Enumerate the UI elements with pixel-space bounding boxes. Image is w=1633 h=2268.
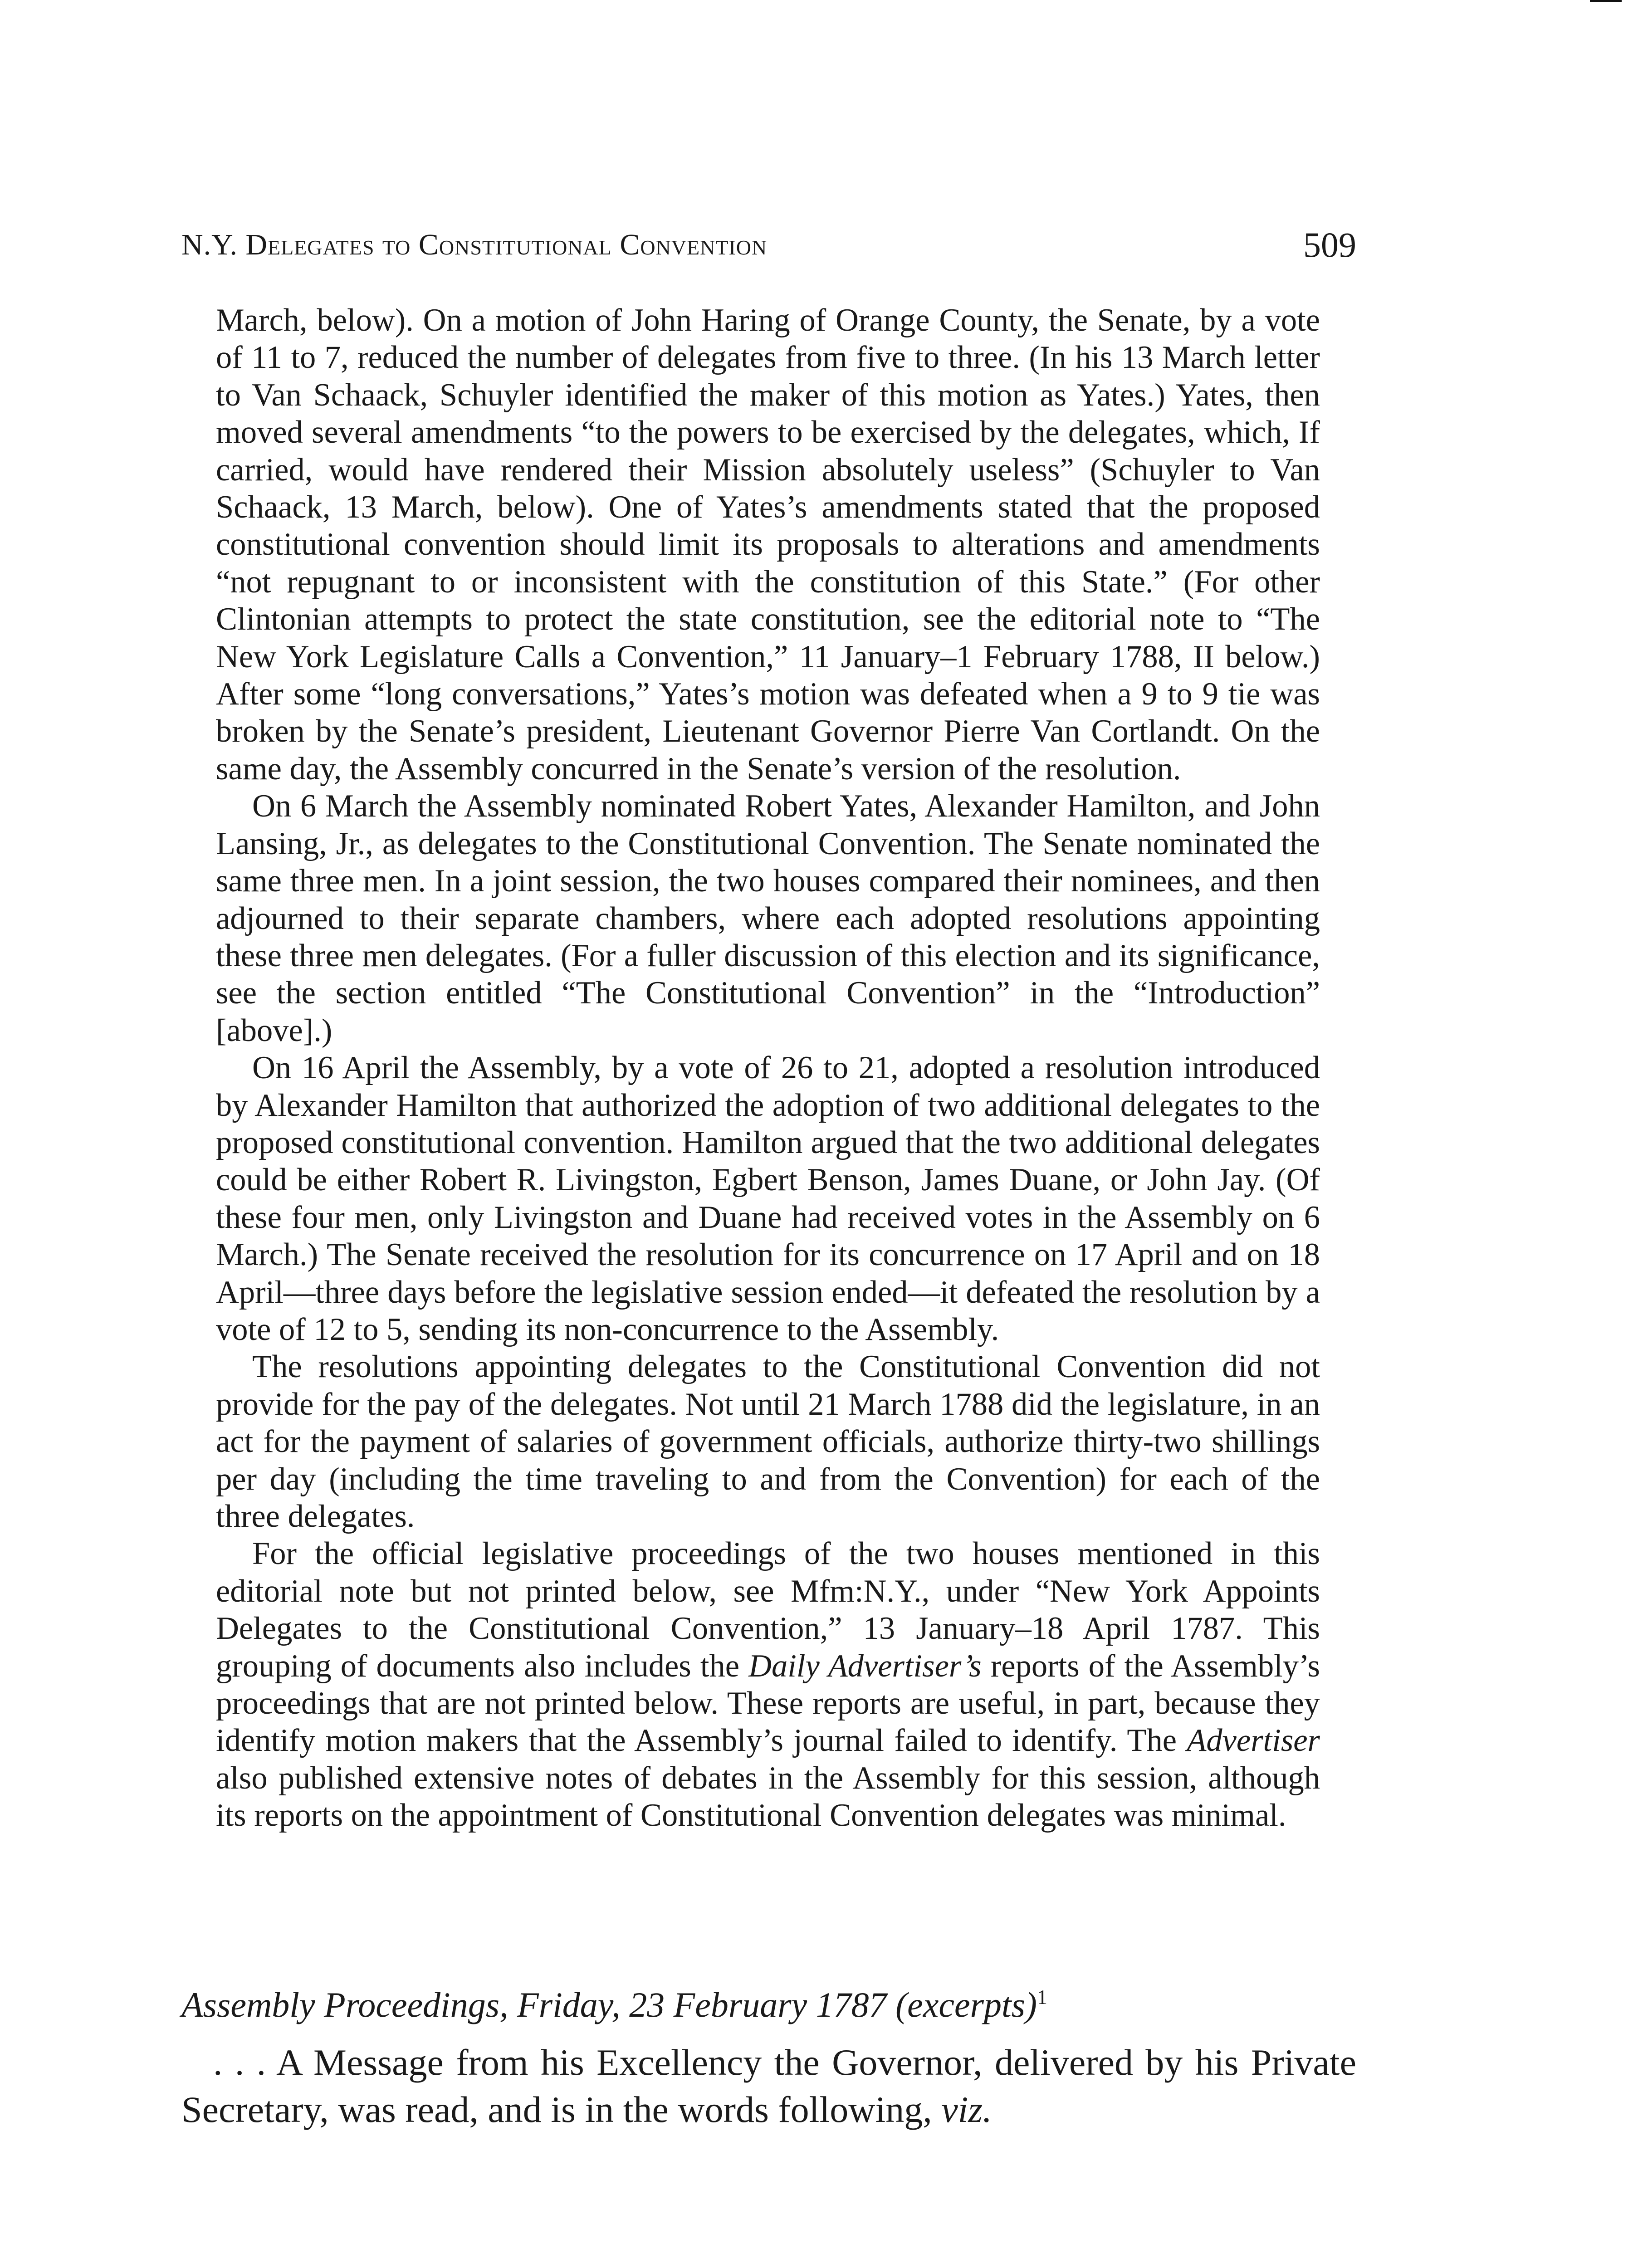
editorial-note — [216, 302, 1320, 1834]
footnote-reference[interactable]: 1 — [1037, 1985, 1047, 2009]
proceedings-italic: viz. — [941, 2089, 992, 2130]
running-head — [181, 222, 1356, 272]
paragraph — [216, 1535, 1320, 1834]
page-edge-mark — [1590, 0, 1622, 2]
paragraph-text: On 6 March the Assembly nominated Robert Yates, Alexander Hamilton, and John Lansing, Jr., as delegates to the Constitutional Convention. The Senate nominated the same three men. In a joint session, the two houses compared their nominees, and then adjourned to their separate chambers, where each adopted resolutions appointing these three men delegates. (For a fuller discussion of this election and its significance, see the section entitled “The Constitutional Convention” in the “Introduction” [above].) — [216, 788, 1320, 1048]
paragraph-text: reports of the Assembly’s proceedings that are not printed below. These reports are useful, in part, because they identify motion makers that the Assembly’s journal failed to identify. The — [216, 1648, 1320, 1759]
proceedings-text — [181, 2039, 1356, 2133]
paragraph — [216, 787, 1320, 1049]
paragraph — [216, 1348, 1320, 1535]
paragraph-text: March, below). On a motion of John Haring of Orange County, the Senate, by a vote of 11 to 7, reduced the number of delegates from five to three. (In his 13 March letter to Van Schaack, Schuyler identified the maker of this motion as Yates.) Yates, then moved several amendments “to the powers to be exercised by the delegates, which, If carried, would have rendered their Mission absolutely useless” (Schuyler to Van Schaack, 13 March, below). One of Yates’s amendments stated that the proposed constitutional convention should limit its proposals to alterations and amendments “not repugnant to or inconsistent with the constitution of this State.” (For other Clintonian attempts to protect the state constitution, see the editorial note to “The New York Legislature Calls a Convention,” 11 January–1 February 1788, II below.) After some “long conversations,” Yates’s motion was defeated when a 9 to 9 tie was broken by the Senate’s president, Lieutenant Governor Pierre Van Cortlandt. On the same day, the Assembly concurred in the Senate’s version of the resolution. — [216, 303, 1320, 787]
section-heading-text: Assembly Proceedings, Friday, 23 February 1787 (excerpts) — [181, 1985, 1037, 2024]
newspaper-title: Daily Advertiser’s — [748, 1648, 982, 1684]
paragraph — [216, 1049, 1320, 1348]
paragraph-text: The resolutions appointing delegates to the Constitutional Convention did not provide for the pay of the delegates. Not until 21 March 1788 did the legislature, in an act for the payment of salaries of government officials, authorize thirty-two shillings per day (including the time traveling to and from the Convention) for each of the three delegates. — [216, 1349, 1320, 1534]
section-heading — [181, 1982, 1361, 2028]
running-title: N.Y. Delegates to Constitutional Convention — [181, 228, 768, 261]
paragraph-text: also published extensive notes of debates in the Assembly for this session, although its reports on the appointment of Constitutional Convention delegates was minimal. — [216, 1760, 1320, 1833]
newspaper-title: Advertiser — [1187, 1723, 1320, 1759]
proceedings-body: . . . A Message from his Excellency the Governor, delivered by his Private Secretary, was read, and is in the words following, — [181, 2042, 1356, 2130]
paragraph-text: For the official legislative proceedings of the two houses mentioned in this editorial note but not printed below, see Mfm:N.Y., under “New York Appoints Delegates to the Constitutional Convention,” 13 January–18 April 1787. This grouping of documents also includes the — [216, 1536, 1320, 1684]
paragraph-text: On 16 April the Assembly, by a vote of 26 to 21, adopted a resolution introduced by Alexander Hamilton that authorized the adoption of two additional delegates to the proposed constitutional convention. Hamilton argued that the two additional delegates could be either Robert R. Livingston, Egbert Benson, James Duane, or John Jay. (Of these four men, only Livingston and Duane had received votes in the Assembly on 6 March.) The Senate received the resolution for its concurrence on 17 April and on 18 April—three days before the legislative session ended—it defeated the resolution by a vote of 12 to 5, sending its non-concurrence to the Assembly. — [216, 1050, 1320, 1347]
paragraph — [216, 302, 1320, 787]
page-number: 509 — [1303, 225, 1356, 264]
